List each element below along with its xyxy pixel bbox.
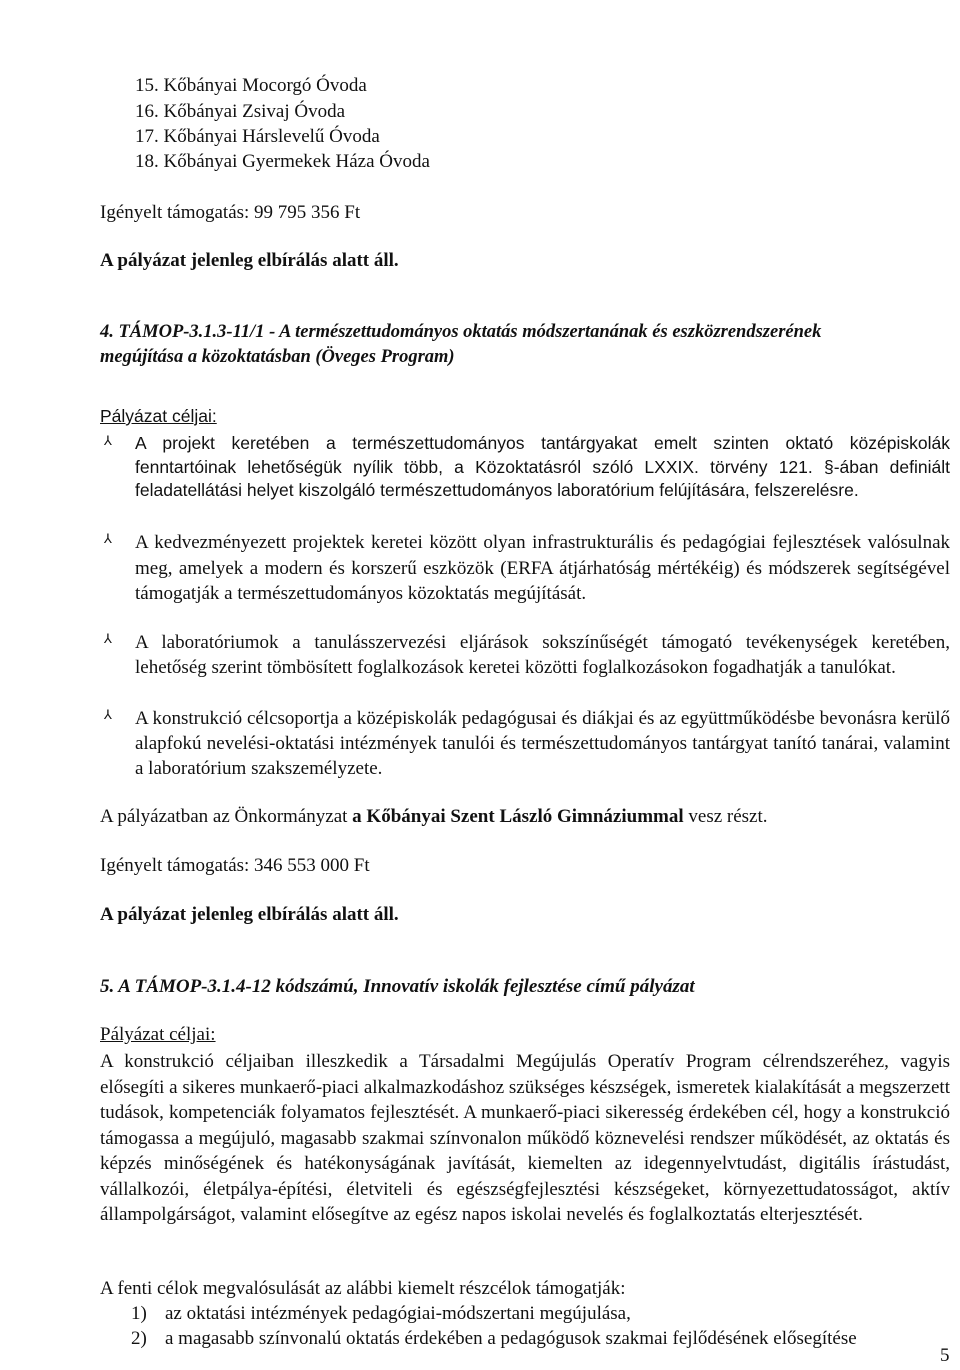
bullet-text: A kedvezményezett projektek keretei között olyan infrastrukturális és pedagógiai fejlesztések valósulnak meg, amelyek a modern és korszerű eszközök (ERFA átjárhatóság mértékéig) és módszerek segítségével támogatják a természettudományos közoktatás megújítását.: [135, 532, 950, 604]
subgoal-text: az oktatási intézmények pedagógiai-módszertani megújulása,: [165, 1303, 631, 1324]
body-paragraph: A konstrukció céljaiban illeszkedik a Társadalmi Megújulás Operatív Program célrendszeréhez, vagyis elősegíti a sikeres munkaerő-piaci alkalmazkodáshoz szükséges készségek, ismeretek kialakítását a megszerzett tudások, kompetenciák folyamatos fejlesztését. A munkaerő-piaci sikeresség érdekében cél, hogy a konstrukció támogassa a megújuló, magasabb szakmai színvonalon működő köznevelési rendszer működését, az oktatás és képzés minőségének és hatékonyságának javítását, kiemelten az idegennyelvtudást, digitális írástudást, vállalkozói, életpálya-építési, életviteli és egészségfejlesztési készségeket, környezettudatosságot, aktív állampolgárságot, valamint elősegítve az egész napos iskolai nevelés és foglalkoztatás elterjesztését.: [100, 1051, 950, 1225]
subgoals-intro: A fenti célok megvalósulását az alábbi kiemelt részcélok támogatják:: [100, 1278, 626, 1299]
school-name: a Kőbányai Szent László Gimnáziummal: [352, 806, 684, 827]
subgoal-number: 2): [131, 1328, 147, 1349]
list-item: 15. Kőbányai Mocorgó Óvoda: [135, 75, 367, 96]
goals-label: Pályázat céljai:: [100, 406, 217, 426]
bullet-text: A konstrukció célcsoportja a középiskolák pedagógusai és diákjai és az együttműködésbe bevonásra kerülő alapfokú nevelési-oktatási intézmények tanulói és természettudományos tantárgyat tanító tanárai, valamint a laboratórium szakszemélyzete.: [135, 708, 950, 779]
bullet-text: A projekt keretében a természettudományos tantárgyakat emelt szinten oktató középiskolák fenntartóinak lehetőségük nyílik több, a Közoktatásról szóló LXXIX. törvény 121. §-ában definiált feladatellátási helyet kiszolgáló természettudományos laboratórium felújítására, felszerelésre.: [135, 433, 950, 500]
participation-text: A pályázatban az Önkormányzat a Kőbányai Szent László Gimnáziummal vesz részt.: [100, 806, 768, 827]
status-text: A pályázat jelenleg elbírálás alatt áll.: [100, 904, 399, 925]
bullet-icon: ⅄: [104, 532, 112, 547]
section-heading-cont: megújítása a közoktatásban (Öveges Program): [100, 347, 455, 367]
goals-label: Pályázat céljai:: [100, 1024, 216, 1045]
bullet-text: A laboratóriumok a tanulásszervezési eljárások sokszínűségét támogató tevékenységek keretében, lehetőség szerint tömbösített foglalkozások keretei közötti foglalkozásokon fogadhatják a tanulókat.: [135, 632, 950, 678]
bullet-icon: ⅄: [104, 708, 112, 723]
funding-requested: Igényelt támogatás: 346 553 000 Ft: [100, 855, 370, 876]
page-number: 5: [940, 1345, 950, 1366]
section-heading: 5. A TÁMOP-3.1.4-12 kódszámú, Innovatív iskolák fejlesztése című pályázat: [100, 976, 695, 997]
funding-requested: Igényelt támogatás: 99 795 356 Ft: [100, 202, 361, 223]
list-item: 17. Kőbányai Hárslevelű Óvoda: [135, 126, 380, 147]
section-heading: 4. TÁMOP-3.1.3-11/1 - A természettudományos oktatás módszertanának és eszközrendszerének: [100, 322, 822, 342]
status-text: A pályázat jelenleg elbírálás alatt áll.: [100, 250, 399, 271]
list-item: 18. Kőbányai Gyermekek Háza Óvoda: [135, 151, 430, 172]
bullet-icon: ⅄: [104, 434, 112, 449]
subgoal-number: 1): [131, 1303, 147, 1324]
list-item: 16. Kőbányai Zsivaj Óvoda: [135, 101, 346, 122]
subgoal-text: a magasabb színvonalú oktatás érdekében a pedagógusok szakmai fejlődésének elősegítése: [165, 1328, 857, 1349]
bullet-icon: ⅄: [104, 632, 112, 647]
